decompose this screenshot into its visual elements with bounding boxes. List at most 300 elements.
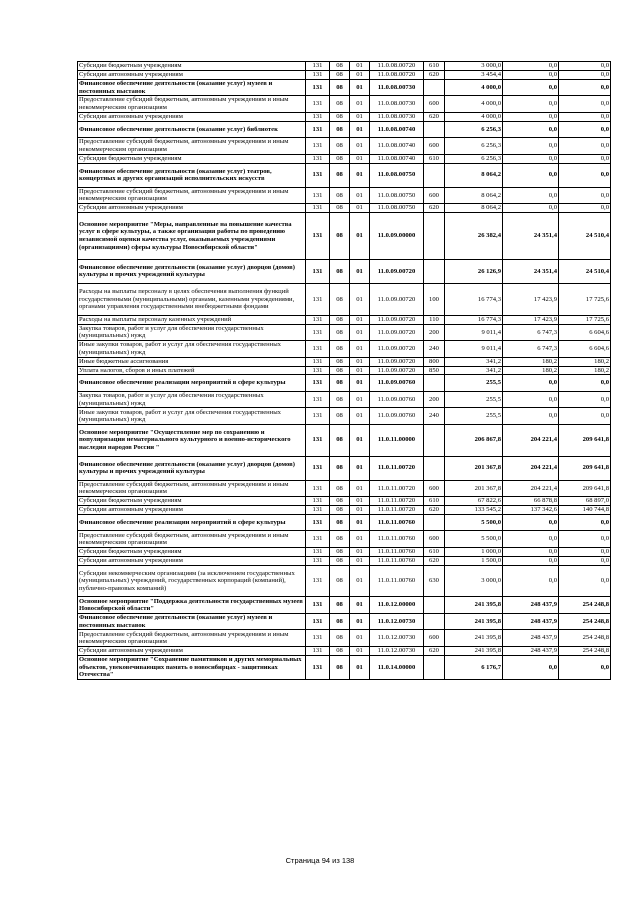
amount-year-1: 241 395,8 [445,613,503,630]
amount-year-2: 0,0 [503,121,559,138]
target-article-code: 11.0.09.00760 [370,408,424,425]
amount-year-3: 0,0 [559,138,611,155]
amount-year-3: 24 510,4 [559,259,611,283]
row-name: Закупка товаров, работ и услуг для обеспечения государственных (муниципальных) нужд [78,324,306,341]
amount-year-2: 0,0 [503,96,559,113]
ved-code: 131 [306,424,330,456]
ved-code: 131 [306,163,330,187]
amount-year-3: 180,2 [559,357,611,366]
table-row [78,646,611,655]
row-name: Субсидии автономным учреждениям [78,70,306,79]
section-code: 08 [330,324,350,341]
ved-code: 131 [306,655,330,679]
row-name: Финансовое обеспечение деятельности (оказание услуг) дворцов (домов) культуры и прочих учреждений культуры [78,456,306,480]
row-name: Финансовое обеспечение деятельности (оказание услуг) библиотек [78,121,306,138]
amount-year-1: 341,2 [445,366,503,375]
table-row [78,424,611,456]
row-name: Субсидии автономным учреждениям [78,506,306,515]
ved-code: 131 [306,324,330,341]
target-article-code: 11.0.12.00730 [370,630,424,647]
subsection-code: 01 [350,547,370,556]
subsection-code: 01 [350,79,370,96]
amount-year-3: 0,0 [559,70,611,79]
section-code: 08 [330,597,350,614]
expense-type-code: 110 [424,315,445,324]
amount-year-2: 6 747,3 [503,324,559,341]
subsection-code: 01 [350,138,370,155]
amount-year-2: 0,0 [503,391,559,408]
subsection-code: 01 [350,96,370,113]
amount-year-3: 0,0 [559,375,611,392]
amount-year-2: 248 437,9 [503,646,559,655]
amount-year-3: 0,0 [559,79,611,96]
amount-year-2: 0,0 [503,547,559,556]
amount-year-3: 209 641,8 [559,424,611,456]
expense-type-code [424,655,445,679]
row-name: Финансовое обеспечение реализации мероприятий в сфере культуры [78,514,306,531]
amount-year-2: 24 351,4 [503,259,559,283]
ved-code: 131 [306,187,330,204]
table-row [78,613,611,630]
amount-year-3: 0,0 [559,514,611,531]
expense-type-code: 600 [424,480,445,497]
subsection-code: 01 [350,121,370,138]
target-article-code: 11.0.12.00730 [370,646,424,655]
ved-code: 131 [306,547,330,556]
amount-year-3: 209 641,8 [559,456,611,480]
amount-year-2: 0,0 [503,375,559,392]
section-code: 08 [330,646,350,655]
subsection-code: 01 [350,480,370,497]
table-row [78,366,611,375]
ved-code: 131 [306,556,330,565]
target-article-code: 11.0.09.00720 [370,315,424,324]
subsection-code: 01 [350,213,370,260]
amount-year-3: 0,0 [559,96,611,113]
section-code: 08 [330,531,350,548]
expense-type-code: 620 [424,70,445,79]
ved-code: 131 [306,531,330,548]
section-code: 08 [330,315,350,324]
amount-year-1: 201 367,8 [445,480,503,497]
row-name: Предоставление субсидий бюджетным, автономным учреждениям и иным некоммерческим организациям [78,187,306,204]
ved-code: 131 [306,79,330,96]
table-row [78,204,611,213]
amount-year-2: 0,0 [503,187,559,204]
expense-type-code [424,456,445,480]
target-article-code: 11.0.09.00760 [370,375,424,392]
ved-code: 131 [306,357,330,366]
subsection-code: 01 [350,163,370,187]
amount-year-1: 1 500,0 [445,556,503,565]
section-code: 08 [330,213,350,260]
amount-year-1: 5 500,0 [445,514,503,531]
ved-code: 131 [306,70,330,79]
section-code: 08 [330,514,350,531]
amount-year-1: 5 500,0 [445,531,503,548]
amount-year-2: 180,2 [503,366,559,375]
subsection-code: 01 [350,324,370,341]
subsection-code: 01 [350,259,370,283]
row-name: Предоставление субсидий бюджетным, автономным учреждениям и иным некоммерческим организациям [78,96,306,113]
table-body [78,62,611,680]
section-code: 08 [330,112,350,121]
amount-year-2: 248 437,9 [503,630,559,647]
ved-code: 131 [306,341,330,358]
section-code: 08 [330,630,350,647]
ved-code: 131 [306,506,330,515]
amount-year-1: 6 176,7 [445,655,503,679]
table-row [78,531,611,548]
target-article-code: 11.0.08.00750 [370,163,424,187]
section-code: 08 [330,121,350,138]
ved-code: 131 [306,284,330,316]
amount-year-1: 4 000,0 [445,79,503,96]
section-code: 08 [330,375,350,392]
row-name: Предоставление субсидий бюджетным, автономным учреждениям и иным некоммерческим организациям [78,531,306,548]
amount-year-2: 6 747,3 [503,341,559,358]
subsection-code: 01 [350,497,370,506]
section-code: 08 [330,341,350,358]
target-article-code: 11.0.11.00760 [370,514,424,531]
table-row [78,70,611,79]
section-code: 08 [330,655,350,679]
target-article-code: 11.0.08.00740 [370,138,424,155]
row-name: Финансовое обеспечение деятельности (оказание услуг) дворцов (домов) культуры и прочих учреждений культуры [78,259,306,283]
subsection-code: 01 [350,375,370,392]
amount-year-3: 0,0 [559,154,611,163]
table-row [78,630,611,647]
amount-year-2: 24 351,4 [503,213,559,260]
target-article-code: 11.0.11.00720 [370,456,424,480]
expense-type-code: 200 [424,391,445,408]
target-article-code: 11.0.11.00720 [370,506,424,515]
ved-code: 131 [306,366,330,375]
ved-code: 131 [306,565,330,597]
amount-year-3: 0,0 [559,547,611,556]
ved-code: 131 [306,138,330,155]
row-name: Субсидии бюджетным учреждениям [78,497,306,506]
amount-year-2: 204 221,4 [503,480,559,497]
expense-type-code [424,375,445,392]
subsection-code: 01 [350,456,370,480]
table-row [78,187,611,204]
amount-year-3: 24 510,4 [559,213,611,260]
expense-type-code: 600 [424,96,445,113]
expense-type-code [424,613,445,630]
target-article-code: 11.0.11.00720 [370,497,424,506]
amount-year-1: 3 000,0 [445,565,503,597]
table-row [78,408,611,425]
target-article-code: 11.0.08.00720 [370,70,424,79]
amount-year-3: 17 725,6 [559,315,611,324]
amount-year-3: 0,0 [559,655,611,679]
section-code: 08 [330,424,350,456]
row-name: Субсидии бюджетным учреждениям [78,62,306,71]
amount-year-3: 6 604,6 [559,341,611,358]
amount-year-2: 204 221,4 [503,424,559,456]
section-code: 08 [330,480,350,497]
expense-type-code [424,121,445,138]
expense-type-code [424,213,445,260]
amount-year-3: 180,2 [559,366,611,375]
row-name: Предоставление субсидий бюджетным, автономным учреждениям и иным некоммерческим организациям [78,480,306,497]
section-code: 08 [330,138,350,155]
section-code: 08 [330,284,350,316]
expense-type-code [424,259,445,283]
target-article-code: 11.0.08.00720 [370,62,424,71]
expense-type-code: 610 [424,497,445,506]
amount-year-1: 6 256,3 [445,138,503,155]
amount-year-1: 4 000,0 [445,112,503,121]
subsection-code: 01 [350,284,370,316]
ved-code: 131 [306,204,330,213]
amount-year-2: 248 437,9 [503,597,559,614]
expense-type-code: 620 [424,204,445,213]
amount-year-3: 0,0 [559,62,611,71]
table-row [78,480,611,497]
expense-type-code: 620 [424,506,445,515]
amount-year-2: 180,2 [503,357,559,366]
target-article-code: 11.0.14.00000 [370,655,424,679]
table-row [78,96,611,113]
row-name: Финансовое обеспечение деятельности (оказание услуг) музеев и постоянных выставок [78,79,306,96]
amount-year-2: 17 423,9 [503,284,559,316]
ved-code: 131 [306,646,330,655]
subsection-code: 01 [350,613,370,630]
table-row [78,163,611,187]
target-article-code: 11.0.08.00750 [370,187,424,204]
subsection-code: 01 [350,187,370,204]
row-name: Финансовое обеспечение деятельности (оказание услуг) театров, концертных и других организаций исполнительских искусств [78,163,306,187]
table-row [78,79,611,96]
table-row [78,357,611,366]
expense-type-code: 630 [424,565,445,597]
ved-code: 131 [306,112,330,121]
page-number: Страница 94 из 138 [285,856,355,865]
section-code: 08 [330,408,350,425]
amount-year-2: 204 221,4 [503,456,559,480]
ved-code: 131 [306,630,330,647]
subsection-code: 01 [350,341,370,358]
table-row [78,514,611,531]
amount-year-1: 255,5 [445,391,503,408]
row-name: Иные закупки товаров, работ и услуг для обеспечения государственных (муниципальных) нужд [78,341,306,358]
amount-year-1: 9 011,4 [445,324,503,341]
ved-code: 131 [306,597,330,614]
table-row [78,213,611,260]
amount-year-3: 140 744,8 [559,506,611,515]
target-article-code: 11.0.11.00760 [370,565,424,597]
expense-type-code: 240 [424,408,445,425]
section-code: 08 [330,613,350,630]
row-name: Субсидии автономным учреждениям [78,646,306,655]
row-name: Предоставление субсидий бюджетным, автономным учреждениям и иным некоммерческим организациям [78,138,306,155]
expense-type-code: 600 [424,630,445,647]
table-row [78,565,611,597]
target-article-code: 11.0.12.00000 [370,597,424,614]
section-code: 08 [330,79,350,96]
section-code: 08 [330,259,350,283]
amount-year-2: 0,0 [503,79,559,96]
amount-year-1: 206 867,8 [445,424,503,456]
section-code: 08 [330,154,350,163]
subsection-code: 01 [350,366,370,375]
amount-year-1: 67 822,6 [445,497,503,506]
amount-year-2: 0,0 [503,514,559,531]
subsection-code: 01 [350,506,370,515]
subsection-code: 01 [350,391,370,408]
expense-type-code [424,597,445,614]
amount-year-2: 0,0 [503,138,559,155]
table-row [78,112,611,121]
target-article-code: 11.0.09.00000 [370,213,424,260]
row-name: Основное мероприятие "Поддержка деятельности государственных музеев Новосибирской области" [78,597,306,614]
section-code: 08 [330,62,350,71]
table-row [78,597,611,614]
amount-year-2: 0,0 [503,565,559,597]
section-code: 08 [330,187,350,204]
subsection-code: 01 [350,531,370,548]
subsection-code: 01 [350,112,370,121]
expense-type-code: 620 [424,646,445,655]
subsection-code: 01 [350,597,370,614]
target-article-code: 11.0.11.00000 [370,424,424,456]
amount-year-1: 6 256,3 [445,154,503,163]
ved-code: 131 [306,408,330,425]
subsection-code: 01 [350,204,370,213]
ved-code: 131 [306,315,330,324]
amount-year-3: 68 897,0 [559,497,611,506]
amount-year-3: 254 248,8 [559,613,611,630]
row-name: Уплата налогов, сборов и иных платежей [78,366,306,375]
ved-code: 131 [306,456,330,480]
row-name: Иные закупки товаров, работ и услуг для обеспечения государственных (муниципальных) нужд [78,408,306,425]
table-row [78,497,611,506]
row-name: Субсидии автономным учреждениям [78,112,306,121]
amount-year-3: 0,0 [559,556,611,565]
ved-code: 131 [306,154,330,163]
subsection-code: 01 [350,630,370,647]
amount-year-1: 3 000,0 [445,62,503,71]
expense-type-code: 610 [424,547,445,556]
amount-year-3: 0,0 [559,204,611,213]
target-article-code: 11.0.11.00760 [370,531,424,548]
amount-year-3: 6 604,6 [559,324,611,341]
row-name: Предоставление субсидий бюджетным, автономным учреждениям и иным некоммерческим организациям [78,630,306,647]
amount-year-1: 26 382,4 [445,213,503,260]
table-row [78,391,611,408]
section-code: 08 [330,556,350,565]
section-code: 08 [330,96,350,113]
amount-year-1: 26 126,9 [445,259,503,283]
amount-year-3: 17 725,6 [559,284,611,316]
expense-type-code: 100 [424,284,445,316]
amount-year-1: 4 000,0 [445,96,503,113]
row-name: Основное мероприятие "Сохранение памятников и других мемориальных объектов, увековечивающих память о новосибирцах - защитниках Отечества" [78,655,306,679]
table-row [78,138,611,155]
amount-year-1: 241 395,8 [445,630,503,647]
subsection-code: 01 [350,514,370,531]
amount-year-1: 201 367,8 [445,456,503,480]
subsection-code: 01 [350,655,370,679]
row-name: Основное мероприятие "Осуществление мер по сохранению и популяризации нематериального культурного и военно-исторического наследия народов России " [78,424,306,456]
section-code: 08 [330,506,350,515]
amount-year-1: 3 454,4 [445,70,503,79]
section-code: 08 [330,163,350,187]
row-name: Основное мероприятие "Меры, направленные на повышение качества услуг в сфере культуры, а также организация работы по проведению независимой оценки качества услуг, оказываемых учреждениями (организациями) сферы культуры Новосибирской области" [78,213,306,260]
row-name: Финансовое обеспечение реализации мероприятий в сфере культуры [78,375,306,392]
expense-type-code [424,514,445,531]
expense-type-code: 600 [424,531,445,548]
amount-year-1: 16 774,3 [445,315,503,324]
ved-code: 131 [306,375,330,392]
target-article-code: 11.0.08.00730 [370,112,424,121]
ved-code: 131 [306,121,330,138]
row-name: Расходы на выплаты персоналу в целях обеспечения выполнения функций государственными (муниципальными) органами, казенными учреждениями, органами управления государственными внебюджетными фондами [78,284,306,316]
target-article-code: 11.0.09.00720 [370,284,424,316]
table-row [78,259,611,283]
amount-year-3: 0,0 [559,565,611,597]
expense-type-code: 620 [424,112,445,121]
subsection-code: 01 [350,424,370,456]
target-article-code: 11.0.11.00760 [370,556,424,565]
ved-code: 131 [306,497,330,506]
target-article-code: 11.0.11.00720 [370,480,424,497]
expense-type-code [424,79,445,96]
expense-type-code: 610 [424,154,445,163]
target-article-code: 11.0.09.00720 [370,341,424,358]
amount-year-3: 0,0 [559,391,611,408]
amount-year-1: 1 000,0 [445,547,503,556]
table-row [78,506,611,515]
section-code: 08 [330,547,350,556]
amount-year-1: 8 064,2 [445,187,503,204]
budget-table [77,61,611,680]
subsection-code: 01 [350,154,370,163]
ved-code: 131 [306,213,330,260]
amount-year-1: 8 064,2 [445,163,503,187]
amount-year-2: 248 437,9 [503,613,559,630]
target-article-code: 11.0.09.00760 [370,391,424,408]
amount-year-3: 254 248,8 [559,646,611,655]
expense-type-code: 620 [424,556,445,565]
subsection-code: 01 [350,70,370,79]
amount-year-2: 0,0 [503,556,559,565]
amount-year-2: 0,0 [503,655,559,679]
amount-year-3: 0,0 [559,112,611,121]
row-name: Субсидии бюджетным учреждениям [78,154,306,163]
amount-year-2: 0,0 [503,154,559,163]
amount-year-1: 241 395,8 [445,597,503,614]
row-name: Субсидии бюджетным учреждениям [78,547,306,556]
table-row [78,121,611,138]
expense-type-code: 800 [424,357,445,366]
amount-year-3: 0,0 [559,163,611,187]
table-row [78,341,611,358]
section-code: 08 [330,497,350,506]
amount-year-3: 0,0 [559,121,611,138]
target-article-code: 11.0.08.00730 [370,79,424,96]
amount-year-1: 255,5 [445,408,503,425]
table-row [78,547,611,556]
target-article-code: 11.0.09.00720 [370,259,424,283]
amount-year-3: 0,0 [559,531,611,548]
section-code: 08 [330,204,350,213]
amount-year-1: 255,5 [445,375,503,392]
target-article-code: 11.0.08.00740 [370,154,424,163]
target-article-code: 11.0.11.00760 [370,547,424,556]
